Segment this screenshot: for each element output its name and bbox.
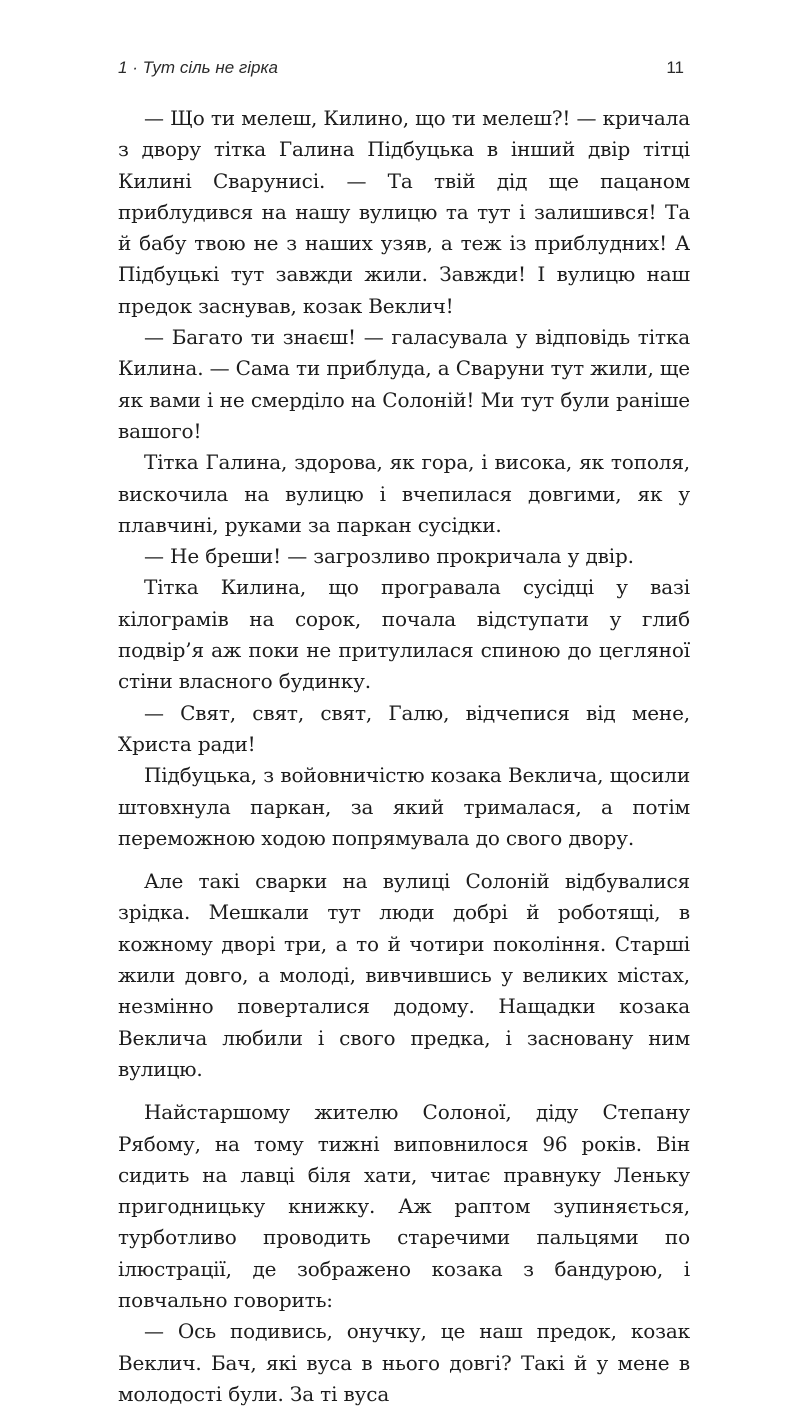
paragraph: — Не бреши! — загрозливо прокричала у двір. (144, 544, 634, 569)
paragraph: — Багато ти знаєш! — галасувала у відповідь тітка Килина. — Сама ти приблуда, а Сваруни тут жили, ще як вами і не смерділо на Солоній! Ми тут були раніше вашого! (118, 325, 690, 443)
page-number: 11 (666, 58, 684, 77)
paragraph: Підбуцька, з войовничістю козака Веклича, щосили штовхнула паркан, за який трималася, а потім переможною ходою попрямувала до свого двору. (118, 763, 690, 850)
paragraph: — Що ти мелеш, Килино, що ти мелеш?! — кричала з двору тітка Галина Підбуцька в інший двір тітці Килині Сварунисі. — Та твій дід ще пацаном приблудився на нашу вулицю та тут і залишився! Та й бабу твою не з наших узяв, а теж із приблудних! А Підбуцькі тут завжди жили. Завжди! І вулицю наш предок заснував, козак Веклич! (118, 106, 690, 318)
paragraph: Тітка Галина, здорова, як гора, і висока, як тополя, вискочила на вулицю і вчепилася довгими, як у плавчині, руками за паркан сусідки. (118, 450, 690, 537)
chapter-number: 1 (118, 58, 128, 77)
paragraph: — Свят, свят, свят, Галю, відчепися від мене, Христа ради! (118, 700, 690, 756)
paragraph: — Ось подивись, онучку, це наш предок, козак Веклич. Бач, які вуса в нього довгі? Такі й у мене в молодості були. За ті вуса (118, 1319, 690, 1406)
chapter-separator: · (132, 58, 138, 77)
chapter-title: Тут сіль не гірка (142, 58, 278, 77)
paragraph: Але такі сварки на вулиці Солоній відбувалися зрідка. Мешкали тут люди добрі й роботящі, в кожному дворі три, а то й чотири покоління. Старші жили довго, а молоді, вивчившись у великих містах, незмінно поверталися додому. Нащадки козака Веклича любили і свого предка, і засновану ним вулицю. (118, 869, 690, 1081)
body-text (118, 103, 690, 1410)
chapter-header (118, 58, 278, 78)
paragraph: Найстаршому жителю Солоної, діду Степану Рябому, на тому тижні виповнилося 96 років. Він сидить на лавці біля хати, читає правнуку Леньку пригодницьку книжку. Аж раптом зупиняється, турботливо проводить старечими пальцями по ілюстрації, де зображено козака з бандурою, і повчально говорить: (118, 1100, 690, 1312)
book-page (118, 0, 690, 1406)
running-head (118, 58, 690, 86)
paragraph: Тітка Килина, що програвала сусідці у вазі кілограмів на сорок, почала відступати у глиб подвір’я аж поки не притулилася спиною до цегляної стіни власного будинку. (118, 575, 690, 694)
